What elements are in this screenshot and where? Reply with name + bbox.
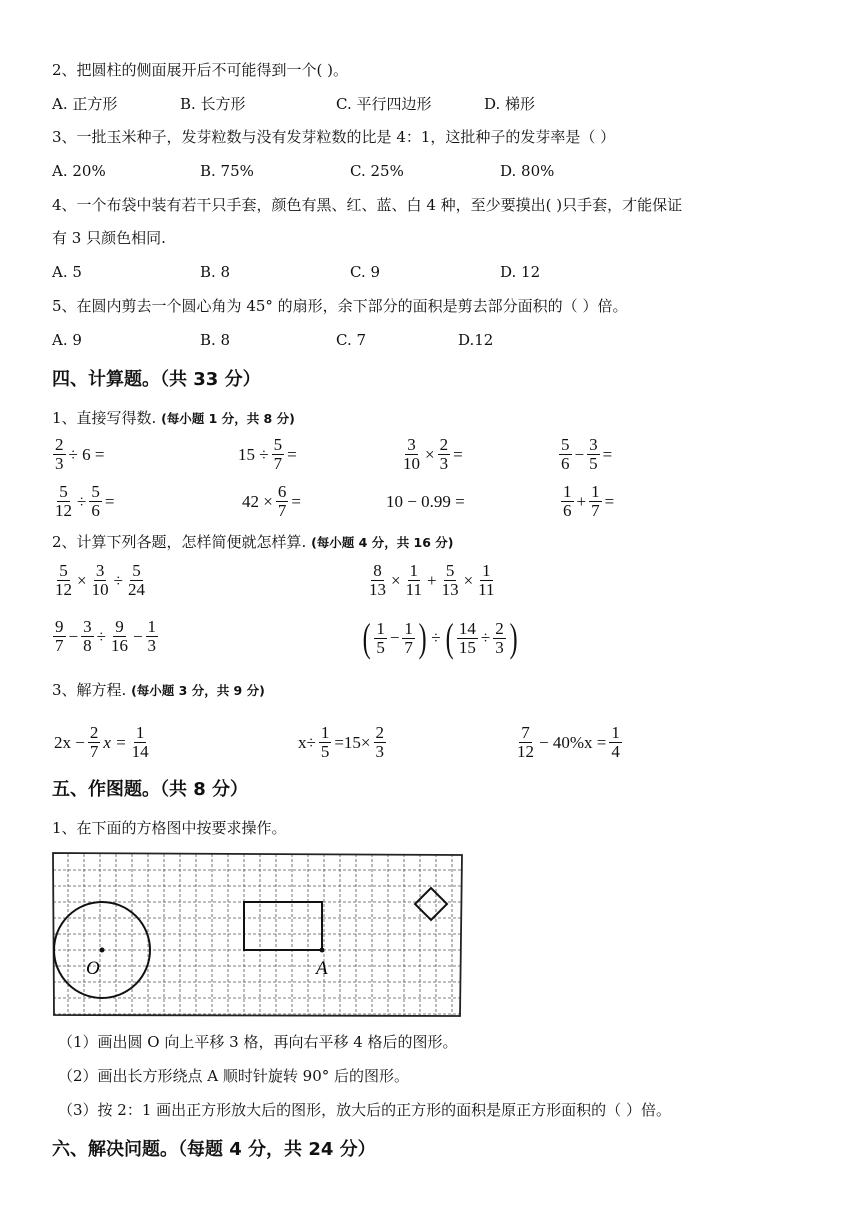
part-3-note: (每小题 3 分，共 9 分)	[131, 683, 265, 698]
q4-option-d: D. 12	[500, 263, 541, 281]
q5-option-d: D.12	[458, 331, 494, 349]
part-2-heading	[52, 532, 454, 553]
question-2-stem: 2、把圆柱的侧面展开后不可能得到一个( )。	[52, 61, 349, 79]
expr-b4: ( 1 5 − $\frac{1}{7}$ ) ÷ ( $\frac{14}{15}$ ÷ $\frac{2}{3}$ )	[362, 615, 518, 660]
part-1-note: (每小题 1 分，共 8 分)	[161, 411, 295, 426]
question-3-stem: 3、一批玉米种子，发芽粒数与没有发芽粒数的比是 4：1，这批种子的发芽率是（ ）	[52, 128, 616, 146]
q5-option-b: B. 8	[200, 331, 231, 349]
q3-option-c: C. 25%	[350, 162, 404, 180]
q2-option-c: C. 平行四边形	[336, 95, 432, 113]
center-point-o	[100, 948, 105, 953]
equation-2: x÷ $\frac{1}{5}$ =15× $\frac{2}{3}$	[298, 723, 385, 761]
question-5-stem: 5、在圆内剪去一个圆心角为 45° 的扇形，余下部分的面积是剪去部分面积的（ ）倍。	[52, 297, 628, 315]
part-3-heading	[52, 680, 265, 701]
q5-option-c: C. 7	[336, 331, 367, 349]
task-1: （1）画出圆 O 向上平移 3 格，再向右平移 4 格后的图形。	[58, 1033, 458, 1051]
q3-option-b: B. 75%	[200, 162, 254, 180]
question-4-stem-cont: 有 3 只颜色相同.	[52, 229, 166, 247]
grid-lines	[53, 854, 461, 1016]
grid-figure	[52, 852, 464, 1018]
q4-option-c: C. 9	[350, 263, 381, 281]
q3-option-a: A. 20%	[52, 162, 106, 180]
expr-a4: 5 6 − $\frac{3}{5}$ =	[561, 435, 613, 473]
label-o: O	[86, 958, 100, 979]
q3-option-d: D. 80%	[500, 162, 555, 180]
q4-option-a: A. 5	[52, 263, 82, 281]
expr-a7: 10 − 0.99 =	[386, 492, 465, 511]
part-3-label: 3、解方程.	[52, 681, 132, 699]
part-2-label: 2、计算下列各题，怎样简便就怎样算.	[52, 533, 312, 551]
section-4-title: 四、计算题。（共 33 分）	[52, 369, 261, 390]
expr-b3: 9 7 − $\frac{3}{8}$ ÷ $\frac{9}{16}$ − $\frac{1}{3}$	[55, 617, 157, 655]
expr-b1: $\frac{5}{12}$ × $\frac{3}{10}$ ÷ $\frac{5}{24}$	[55, 561, 145, 599]
point-a	[320, 948, 325, 953]
equation-3: 7 12 − 40%x = $\frac{1}{4}$	[517, 723, 620, 761]
label-a: A	[316, 958, 328, 979]
question-4-stem: 4、一个布袋中装有若干只手套，颜色有黑、红、蓝、白 4 种，至少要摸出( )只手套，才能保证	[52, 196, 683, 214]
expr-a1: $\frac{2}{3}$ ÷ 6 =	[55, 435, 105, 473]
expr-a5: $\frac{5}{12}$ ÷ $\frac{5}{6}$ =	[55, 482, 115, 520]
expr-a8: 1 6 + $\frac{1}{7}$ =	[563, 482, 615, 520]
equation-1: 2x − $\frac{2}{7}$ x = $\frac{1}{14}$	[54, 723, 149, 761]
expr-a3: $\frac{3}{10}$ × $\frac{2}{3}$ =	[403, 435, 463, 473]
expr-a6: 42 × $\frac{6}{7}$ =	[242, 482, 301, 520]
part-1-label: 1、直接写得数.	[52, 409, 162, 427]
q2-option-b: B. 长方形	[180, 95, 246, 113]
q5-option-a: A. 9	[52, 331, 82, 349]
grid-border	[53, 853, 462, 1016]
drawing-intro: 1、在下面的方格图中按要求操作。	[52, 819, 287, 837]
task-3: （3）按 2：1 画出正方形放大后的图形，放大后的正方形的面积是原正方形面积的（ ）倍。	[58, 1101, 671, 1119]
part-1-heading	[52, 408, 295, 429]
q2-option-a: A. 正方形	[52, 95, 118, 113]
section-5-title: 五、作图题。（共 8 分）	[52, 779, 249, 800]
section-6-title: 六、解决问题。（每题 4 分，共 24 分）	[52, 1139, 376, 1160]
part-2-note: (每小题 4 分，共 16 分)	[311, 535, 454, 550]
q4-option-b: B. 8	[200, 263, 231, 281]
expr-a2: 15 ÷ $\frac{5}{7}$ =	[238, 435, 297, 473]
expr-b2: $\frac{8}{13}$ × $\frac{1}{11}$ + $\frac{5}{13}$ × $\frac{1}{11}$	[369, 561, 495, 599]
rectangle-shape	[244, 902, 322, 950]
task-2: （2）画出长方形绕点 A 顺时针旋转 90° 后的图形。	[58, 1067, 410, 1085]
q2-option-d: D. 梯形	[484, 95, 536, 113]
